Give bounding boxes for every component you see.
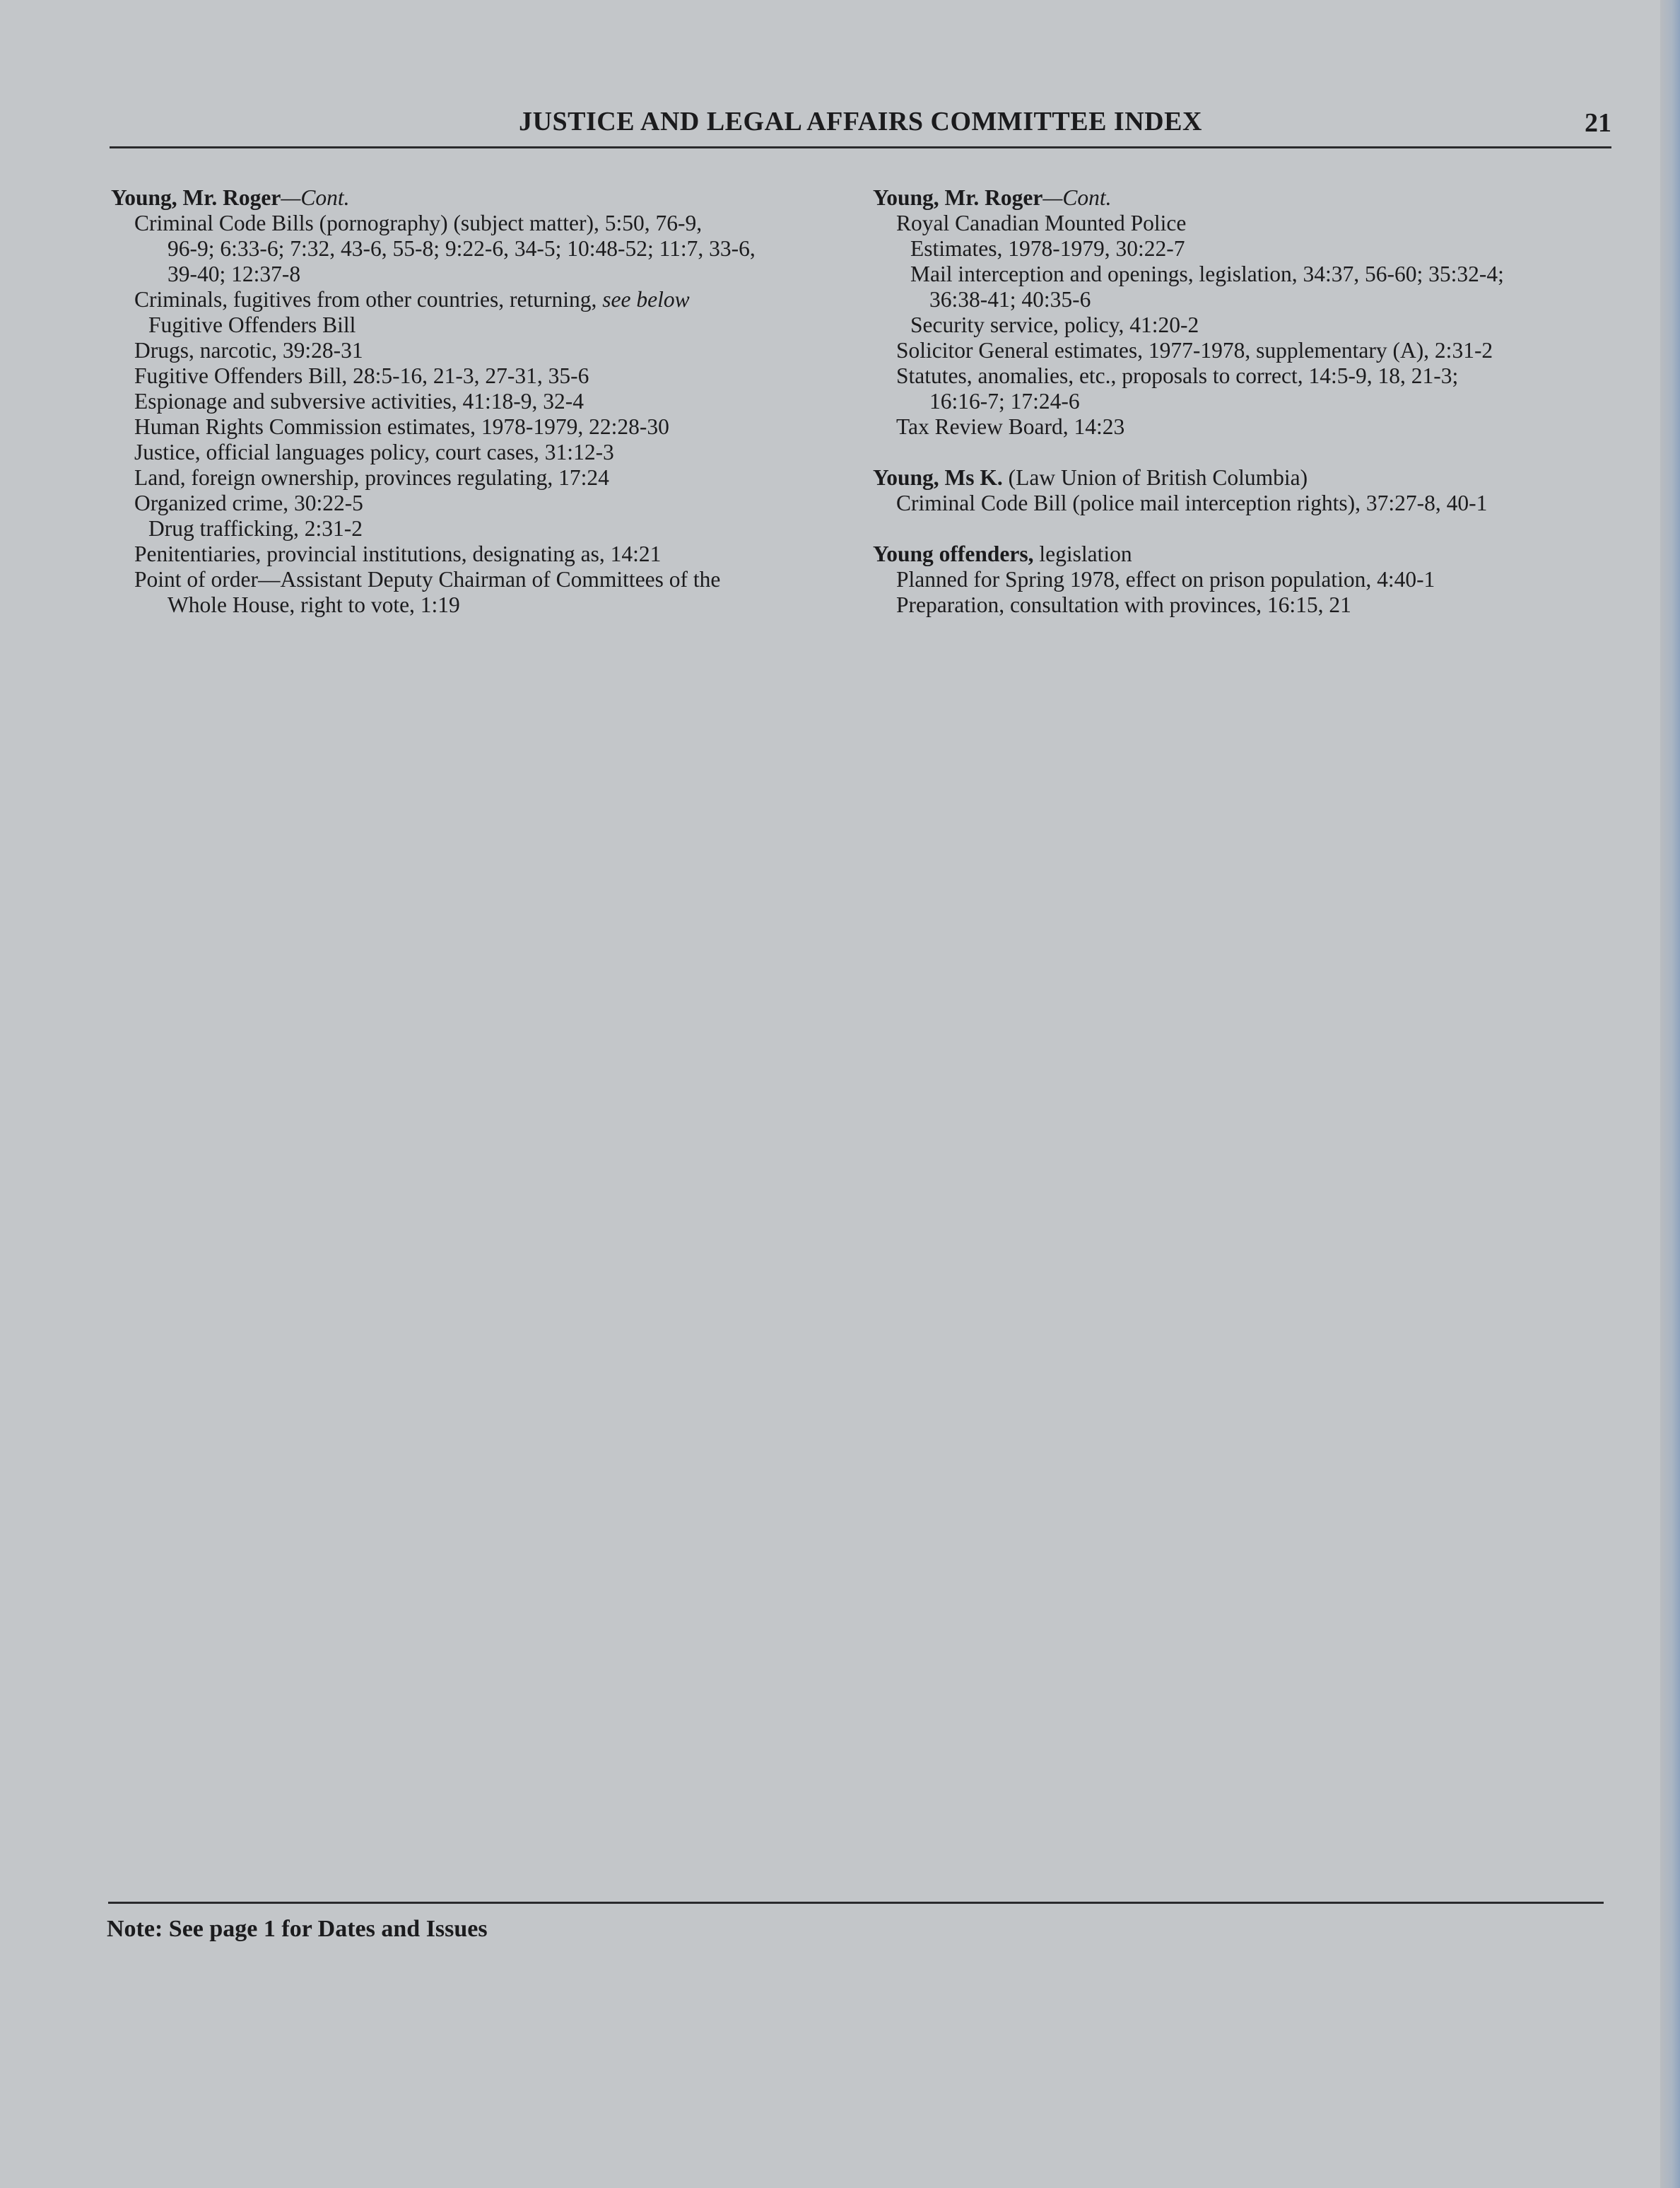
entry-continued: —Cont.	[1042, 185, 1112, 210]
subentry-line: Royal Canadian Mounted Police	[896, 211, 1187, 235]
cross-reference: see below	[602, 287, 690, 312]
entry-continued: —Cont.	[281, 185, 350, 210]
index-column-left	[111, 185, 846, 618]
index-entry	[873, 542, 1615, 618]
page-title: JUSTICE AND LEGAL AFFAIRS COMMITTEE INDEX	[519, 107, 1202, 136]
subentry-line: Fugitive Offenders Bill	[148, 312, 356, 337]
page-edge	[1660, 0, 1680, 2188]
footer-note: Note: See page 1 for Dates and Issues	[107, 1916, 488, 1942]
page-header	[110, 106, 1611, 147]
subentry-line: Point of order—Assistant Deputy Chairman of Committees of the	[134, 567, 721, 592]
subentry-line: Human Rights Commission estimates, 1978-1979, 22:28-30	[134, 414, 669, 439]
subentry-line: Solicitor General estimates, 1977-1978, supplementary (A), 2:31-2	[896, 338, 1493, 363]
subentry-line: Tax Review Board, 14:23	[896, 414, 1125, 439]
subentry-line: Land, foreign ownership, provinces regulating, 17:24	[134, 465, 609, 490]
page-number: 21	[1585, 108, 1611, 138]
subentry-line: 16:16-7; 17:24-6	[929, 389, 1080, 414]
subentry-line: Estimates, 1978-1979, 30:22-7	[910, 236, 1185, 261]
subentry-line: 39-40; 12:37-8	[168, 262, 301, 286]
entry-heading	[873, 465, 1615, 491]
subentry-line: Statutes, anomalies, etc., proposals to correct, 14:5-9, 18, 21-3;	[896, 363, 1459, 388]
subentry-line: Planned for Spring 1978, effect on prison population, 4:40-1	[896, 567, 1435, 592]
subentry-line: 36:38-41; 40:35-6	[929, 287, 1091, 312]
subentry-text: Criminals, fugitives from other countries, returning,	[134, 287, 603, 312]
subentry-line: Justice, official languages policy, court cases, 31:12-3	[134, 440, 614, 464]
entry-name: Young, Ms K.	[873, 465, 1003, 490]
entry-name: Young, Mr. Roger	[111, 185, 281, 210]
entry-name: Young offenders,	[873, 542, 1034, 566]
subentry-line: Whole House, right to vote, 1:19	[168, 592, 460, 617]
index-entry	[873, 185, 1615, 440]
index-entry	[873, 465, 1615, 516]
footer-rule	[108, 1902, 1604, 1904]
entry-qualifier: (Law Union of British Columbia)	[1002, 465, 1308, 490]
subentry-line: Criminal Code Bill (police mail interception rights), 37:27-8, 40-1	[896, 491, 1488, 515]
subentry-line: Fugitive Offenders Bill, 28:5-16, 21-3, 27-31, 35-6	[134, 363, 589, 388]
subentry-line: Mail interception and openings, legislation, 34:37, 56-60; 35:32-4;	[910, 262, 1504, 286]
subentry-line: 96-9; 6:33-6; 7:32, 43-6, 55-8; 9:22-6, 34-5; 10:48-52; 11:7, 33-6,	[168, 236, 756, 261]
subentry-line: Penitentiaries, provincial institutions, designating as, 14:21	[134, 542, 662, 566]
subentry-line: Drug trafficking, 2:31-2	[148, 516, 363, 541]
subentry-line: Drugs, narcotic, 39:28-31	[134, 338, 363, 363]
subentry-line: Security service, policy, 41:20-2	[910, 312, 1199, 337]
entry-qualifier: legislation	[1033, 542, 1132, 566]
entry-heading	[873, 185, 1615, 211]
index-column-right	[873, 185, 1615, 618]
subentry-line: Espionage and subversive activities, 41:18-9, 32-4	[134, 389, 584, 414]
entry-name: Young, Mr. Roger	[873, 185, 1043, 210]
index-entry	[111, 185, 846, 618]
entry-heading	[873, 542, 1615, 567]
subentry-line	[111, 287, 846, 312]
entry-heading	[111, 185, 846, 211]
subentry-line: Preparation, consultation with provinces, 16:15, 21	[896, 592, 1351, 617]
subentry-line: Criminal Code Bills (pornography) (subject matter), 5:50, 76-9,	[134, 211, 703, 235]
subentry-line: Organized crime, 30:22-5	[134, 491, 363, 515]
header-rule	[110, 146, 1611, 148]
